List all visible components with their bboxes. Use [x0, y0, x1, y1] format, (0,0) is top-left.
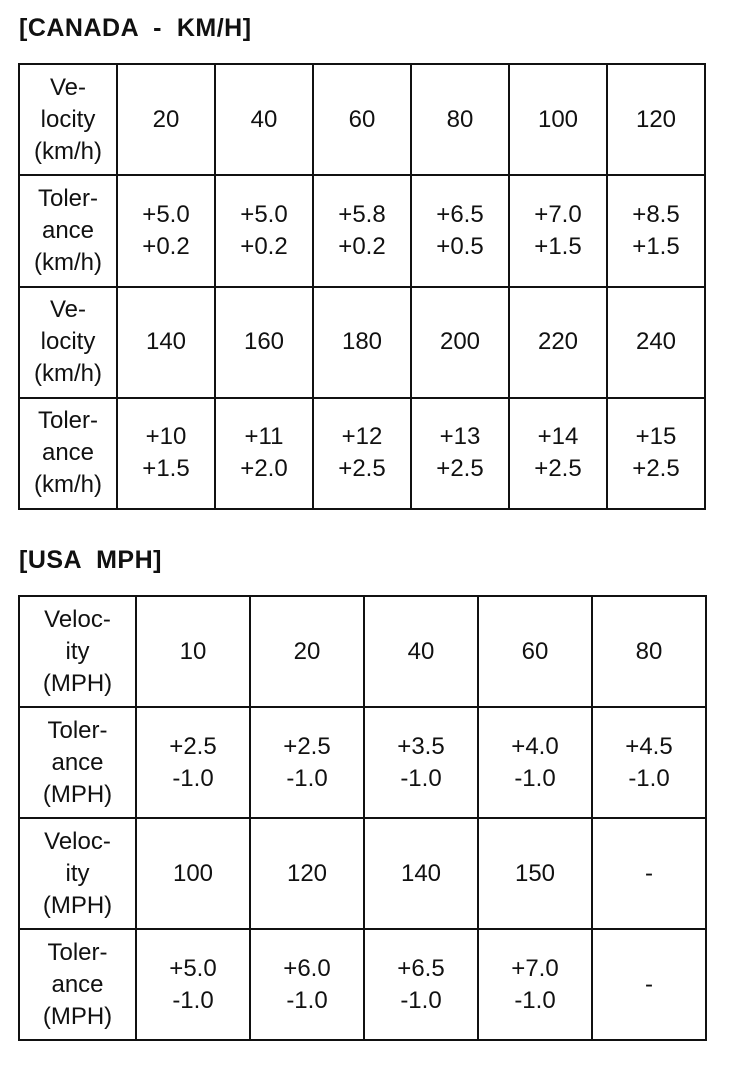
usa-value-cell [478, 707, 592, 818]
row-header-line: ance [41, 439, 95, 467]
cell-value-line: +0.2 [338, 232, 386, 260]
canada-value-cell [411, 287, 509, 398]
cell-value-line: -1.0 [514, 986, 556, 1014]
row-header-line: (km/h) [34, 471, 102, 499]
canada-row-header [19, 398, 117, 509]
usa-value-cell [364, 596, 478, 707]
cell-value-line: +2.5 [632, 455, 680, 483]
cell-value-line: - [645, 859, 653, 887]
canada-value-cell [411, 175, 509, 286]
cell-value-line: +10 [145, 423, 187, 451]
cell-value-line: +4.0 [511, 732, 559, 760]
canada-value-cell [117, 175, 215, 286]
usa-value-cell [364, 818, 478, 929]
usa-value-cell [592, 707, 706, 818]
cell-value-line: 20 [293, 637, 321, 665]
cell-value-line: 100 [537, 105, 579, 133]
canada-value-cell [607, 398, 705, 509]
canada-value-cell [509, 175, 607, 286]
cell-value-line: +3.5 [397, 732, 445, 760]
row-header-line: Toler- [47, 716, 108, 744]
canada-value-cell [509, 287, 607, 398]
usa-row-header [19, 707, 136, 818]
cell-value-line: -1.0 [286, 764, 328, 792]
cell-value-line: -1.0 [514, 764, 556, 792]
row-header-line: Toler- [47, 938, 108, 966]
usa-value-cell [592, 596, 706, 707]
usa-table-row [19, 596, 706, 707]
row-header-line: ity [65, 637, 90, 665]
cell-value-line: -1.0 [172, 764, 214, 792]
cell-value-line: - [645, 970, 653, 998]
canada-value-cell [117, 64, 215, 175]
usa-value-cell [364, 707, 478, 818]
usa-table-row [19, 818, 706, 929]
cell-value-line: 20 [152, 105, 180, 133]
cell-value-line: 120 [286, 859, 328, 887]
cell-value-line: 150 [514, 859, 556, 887]
usa-value-cell [250, 818, 364, 929]
cell-value-line: +1.5 [632, 232, 680, 260]
canada-value-cell [313, 287, 411, 398]
cell-value-line: +6.5 [397, 954, 445, 982]
cell-value-line: +1.5 [142, 455, 190, 483]
cell-value-line: +5.0 [169, 954, 217, 982]
cell-value-line: -1.0 [628, 764, 670, 792]
row-header-line: Veloc- [44, 827, 111, 855]
cell-value-line: +6.0 [283, 954, 331, 982]
canada-value-cell [313, 175, 411, 286]
usa-value-cell [478, 929, 592, 1040]
canada-value-cell [313, 64, 411, 175]
canada-tolerance-table [18, 63, 706, 510]
usa-value-cell [250, 707, 364, 818]
canada-value-cell [607, 64, 705, 175]
canada-row-header [19, 175, 117, 286]
cell-value-line: 220 [537, 328, 579, 356]
canada-value-cell [215, 64, 313, 175]
cell-value-line: +2.5 [283, 732, 331, 760]
cell-value-line: +15 [635, 423, 677, 451]
usa-value-cell [136, 818, 250, 929]
usa-value-cell [478, 596, 592, 707]
cell-value-line: +4.5 [625, 732, 673, 760]
cell-value-line: +11 [244, 423, 284, 451]
cell-value-line: -1.0 [400, 764, 442, 792]
cell-value-line: +13 [439, 423, 481, 451]
row-header-line: Ve- [49, 73, 87, 101]
cell-value-line: +0.2 [142, 232, 190, 260]
cell-value-line: +2.0 [240, 455, 288, 483]
cell-value-line: +8.5 [632, 200, 680, 228]
usa-value-cell [136, 596, 250, 707]
usa-tolerance-table [18, 595, 707, 1041]
row-header-line: (MPH) [42, 1002, 113, 1030]
cell-value-line: +0.2 [240, 232, 288, 260]
canada-value-cell [117, 287, 215, 398]
row-header-line: ance [51, 970, 104, 998]
cell-value-line: +7.0 [511, 954, 559, 982]
cell-value-line: 40 [250, 105, 278, 133]
cell-value-line: +5.8 [338, 200, 386, 228]
row-header-line: ance [51, 748, 104, 776]
row-header-line: ity [65, 859, 90, 887]
usa-row-header [19, 929, 136, 1040]
canada-value-cell [509, 64, 607, 175]
cell-value-line: 60 [521, 637, 549, 665]
cell-value-line: 180 [341, 328, 383, 356]
usa-value-cell [592, 929, 706, 1040]
canada-value-cell [215, 175, 313, 286]
cell-value-line: +2.5 [436, 455, 484, 483]
cell-value-line: +7.0 [534, 200, 582, 228]
cell-value-line: 80 [635, 637, 663, 665]
cell-value-line: +5.0 [240, 200, 288, 228]
row-header-line: Toler- [37, 184, 98, 212]
cell-value-line: +0.5 [436, 232, 484, 260]
cell-value-line: +12 [341, 423, 383, 451]
cell-value-line: 40 [407, 637, 435, 665]
row-header-line: Veloc- [44, 605, 111, 633]
canada-value-cell [607, 175, 705, 286]
usa-value-cell [136, 707, 250, 818]
row-header-line: ance [41, 216, 95, 244]
canada-value-cell [117, 398, 215, 509]
canada-value-cell [215, 398, 313, 509]
cell-value-line: 240 [635, 328, 677, 356]
usa-value-cell [592, 818, 706, 929]
cell-value-line: +5.0 [142, 200, 190, 228]
cell-value-line: 60 [348, 105, 376, 133]
cell-value-line: +6.5 [436, 200, 484, 228]
cell-value-line: 140 [145, 328, 187, 356]
row-header-line: (km/h) [34, 137, 102, 165]
row-header-line: (MPH) [42, 780, 113, 808]
cell-value-line: 140 [400, 859, 442, 887]
row-header-line: locity [40, 328, 96, 356]
row-header-line: locity [40, 105, 96, 133]
usa-value-cell [478, 818, 592, 929]
canada-row-header [19, 287, 117, 398]
canada-table-row [19, 64, 705, 175]
canada-value-cell [313, 398, 411, 509]
usa-table-row [19, 707, 706, 818]
cell-value-line: +2.5 [169, 732, 217, 760]
usa-value-cell [250, 596, 364, 707]
usa-value-cell [250, 929, 364, 1040]
row-header-line: Ve- [49, 296, 87, 324]
canada-value-cell [411, 64, 509, 175]
cell-value-line: -1.0 [400, 986, 442, 1014]
cell-value-line: 100 [172, 859, 214, 887]
cell-value-line: 120 [635, 105, 677, 133]
cell-value-line: 200 [439, 328, 481, 356]
canada-table-row [19, 175, 705, 286]
usa-value-cell [364, 929, 478, 1040]
canada-value-cell [411, 398, 509, 509]
canada-value-cell [607, 287, 705, 398]
cell-value-line: -1.0 [172, 986, 214, 1014]
cell-value-line: 160 [243, 328, 285, 356]
canada-table-row [19, 398, 705, 509]
cell-value-line: -1.0 [286, 986, 328, 1014]
canada-value-cell [215, 287, 313, 398]
cell-value-line: +2.5 [534, 455, 582, 483]
row-header-line: (MPH) [42, 669, 113, 697]
row-header-line: Toler- [37, 407, 98, 435]
cell-value-line: +2.5 [338, 455, 386, 483]
canada-table-row [19, 287, 705, 398]
cell-value-line: 10 [179, 637, 207, 665]
cell-value-line: +1.5 [534, 232, 582, 260]
cell-value-line: 80 [446, 105, 474, 133]
row-header-line: (km/h) [34, 360, 102, 388]
canada-row-header [19, 64, 117, 175]
row-header-line: (km/h) [34, 248, 102, 276]
cell-value-line: +14 [537, 423, 579, 451]
canada-value-cell [509, 398, 607, 509]
usa-row-header [19, 818, 136, 929]
usa-row-header [19, 596, 136, 707]
usa-table-row [19, 929, 706, 1040]
row-header-line: (MPH) [42, 891, 113, 919]
canada-section-title: [CANADA - KM/H] [19, 14, 252, 42]
usa-section-title: [USA MPH] [19, 546, 162, 574]
usa-value-cell [136, 929, 250, 1040]
